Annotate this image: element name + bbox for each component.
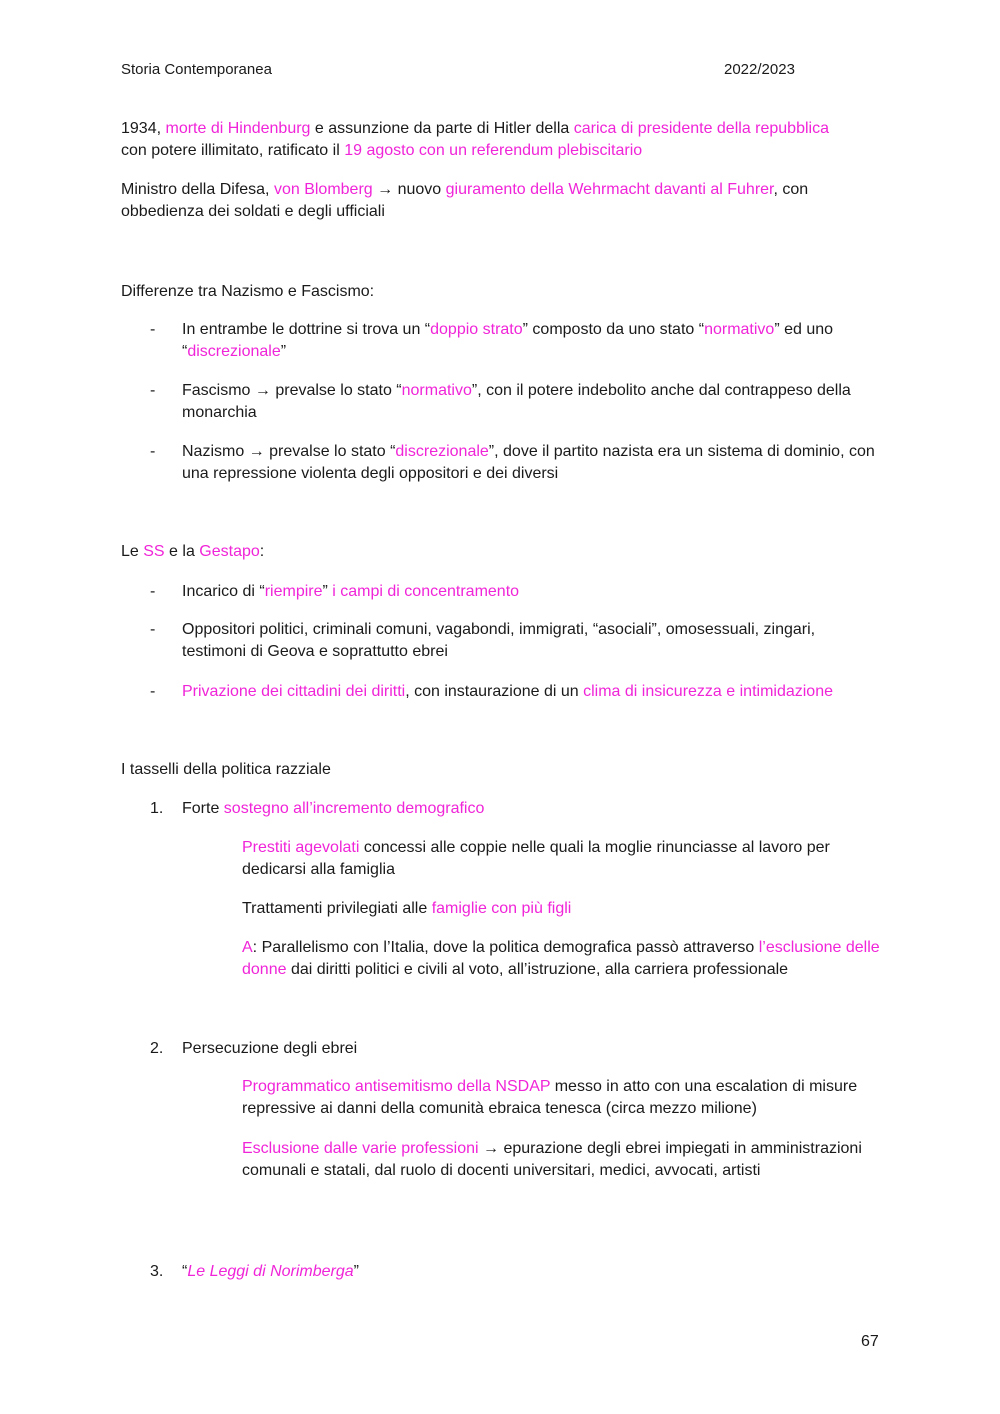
section-heading-racial-policy: I tasselli della politica razziale	[121, 761, 331, 778]
bullet-dash: -	[150, 443, 156, 460]
bullet-dash: -	[150, 382, 156, 399]
list-item: - In entrambe le dottrine si trova un “doppio strato” composto da uno stato “normativo” ed uno “discrezionale”	[150, 321, 834, 360]
highlight: clima di insicurezza e intimidazione	[583, 683, 833, 700]
sub-paragraph: A: Parallelismo con l’Italia, dove la politica demografica passò attraverso l’esclusione delle donne dai diritti politici e civili al voto, all’istruzione, alla carriera professionale	[242, 939, 880, 978]
sub-paragraph: Trattamenti privilegiati alle famiglie con più figli	[242, 900, 572, 917]
item-number: 1.	[150, 800, 164, 817]
highlight: famiglie con più figli	[431, 900, 572, 917]
highlight: Privazione dei cittadini dei diritti	[182, 683, 406, 700]
highlight: Programmatico antisemitismo della NSDAP	[242, 1078, 551, 1095]
paragraph-hindenburg: 1934, morte di Hindenburg e assunzione da parte di Hitler della carica di presidente della repubblica con potere illimitato, ratificato il 19 agosto con un referendum plebiscitario	[121, 120, 829, 159]
list-item: - Oppositori politici, criminali comuni, vagabondi, immigrati, “asociali”, omosessuali, zingari, testimoni di Geova e soprattutto ebrei	[150, 621, 816, 660]
numbered-item: 2. Persecuzione degli ebrei	[150, 1038, 880, 1060]
paragraph-blomberg: Ministro della Difesa, von Blomberg → nuovo giuramento della Wehrmacht davanti al Fuhrer, con obbedienza dei soldati e degli ufficiali	[121, 181, 809, 220]
bullet-dash: -	[150, 621, 156, 638]
highlight: Esclusione dalle varie professioni	[242, 1140, 479, 1157]
sub-paragraph: Programmatico antisemitismo della NSDAP messo in atto con una escalation di misure repressive ai danni della comunità ebraica tenesca (circa mezzo milione)	[242, 1078, 858, 1117]
list-item: - Fascismo → prevalse lo stato “normativo”, con il potere indebolito anche dal contrappeso della monarchia	[150, 382, 851, 421]
highlight: discrezionale	[187, 343, 281, 360]
list-item: - Incarico di “riempire” i campi di concentramento	[150, 581, 880, 603]
bullet-dash: -	[150, 583, 156, 600]
section-heading-differences: Differenze tra Nazismo e Fascismo:	[121, 283, 375, 300]
highlight: morte di Hindenburg	[165, 120, 311, 137]
highlight: normativo	[704, 321, 775, 338]
highlight: Le Leggi di Norimberga	[187, 1263, 354, 1280]
sub-paragraph: Esclusione dalle varie professioni → epurazione degli ebrei impiegati in amministrazioni comunali e statali, dal ruolo di docenti universitari, medici, avvocati, artisti	[242, 1140, 862, 1179]
highlight: 19 agosto con un referendum plebiscitario	[344, 142, 643, 159]
highlight: von Blomberg	[273, 181, 373, 198]
highlight: l’esclusione delle donne	[242, 939, 880, 978]
highlight: A	[242, 939, 253, 956]
section-heading-ss-gestapo: Le SS e la Gestapo:	[121, 543, 265, 560]
bullet-dash: -	[150, 683, 156, 700]
sub-paragraph: Prestiti agevolati concessi alle coppie nelle quali la moglie rinunciasse al lavoro per dedicarsi alla famiglia	[242, 839, 830, 878]
header-year: 2022/2023	[724, 61, 795, 78]
highlight: SS	[143, 543, 165, 560]
highlight: giuramento della Wehrmacht davanti al Fuhrer	[445, 181, 774, 198]
highlight: discrezionale	[395, 443, 489, 460]
highlight: sostegno all’incremento demografico	[223, 800, 485, 817]
bullet-dash: -	[150, 321, 156, 338]
highlight: Prestiti agevolati	[242, 839, 360, 856]
list-item: - Nazismo → prevalse lo stato “discrezionale”, dove il partito nazista era un sistema di dominio, con una repressione violenta degli oppositori e dei diversi	[150, 443, 875, 482]
highlight: carica di presidente della repubblica	[573, 120, 829, 137]
numbered-item: 1. Forte sostegno all’incremento demografico	[150, 798, 880, 820]
numbered-item: 3. “Le Leggi di Norimberga”	[150, 1261, 880, 1283]
page-number: 67	[861, 1333, 879, 1350]
list-item: - Privazione dei cittadini dei diritti, con instaurazione di un clima di insicurezza e intimidazione	[150, 681, 880, 703]
header-course: Storia Contemporanea	[121, 61, 272, 78]
highlight: Gestapo	[199, 543, 260, 560]
highlight: riempire	[264, 583, 323, 600]
highlight: normativo	[401, 382, 472, 399]
item-number: 3.	[150, 1263, 164, 1280]
highlight: i campi di concentramento	[332, 583, 520, 600]
item-number: 2.	[150, 1040, 164, 1057]
highlight: doppio strato	[430, 321, 523, 338]
